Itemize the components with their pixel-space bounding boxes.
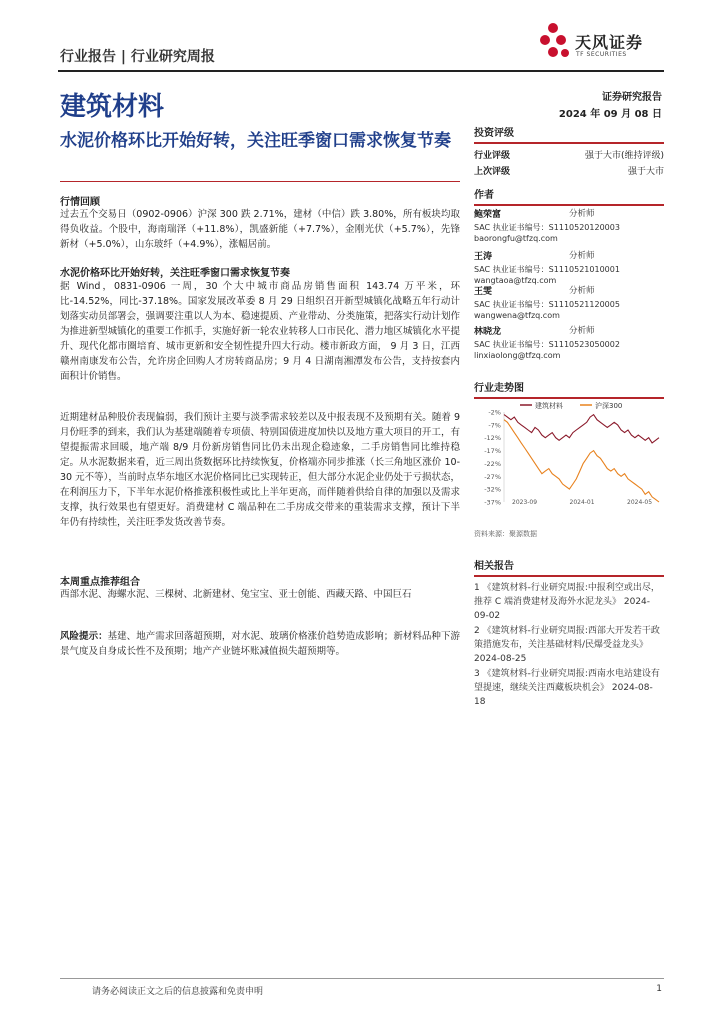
related-section-title: 相关报告	[474, 561, 514, 572]
y-tick-label: -27%	[484, 472, 501, 481]
rating-value: 强于大市(维持评级)	[584, 150, 664, 161]
authors-section-title: 作者	[474, 190, 494, 201]
rating-label: 上次评级	[474, 166, 511, 177]
report-type: 行业报告 | 行业研究周报	[60, 49, 215, 65]
picks-text: 西部水泥、海螺水泥、三棵树、北新建材、兔宝宝、亚士创能、西藏天路、中国巨石	[60, 589, 412, 600]
report-label: 证券研究报告	[602, 92, 662, 103]
chart-source: 资料来源：聚源数据	[474, 530, 537, 538]
author-name: 王涛	[474, 252, 493, 262]
related-report-item[interactable]: 3 《建筑材料-行业研究周报:西南水电站建设有望提速，继续关注西藏板块机会》 2024-08-18	[474, 668, 660, 707]
picks-title: 本周重点推荐组合	[60, 577, 140, 588]
authors-divider	[474, 204, 664, 206]
rating-section-title: 投资评级	[474, 128, 514, 139]
y-tick-label: -22%	[484, 459, 501, 468]
authors-section	[474, 186, 664, 206]
series-line	[504, 415, 659, 443]
trend-section-title: 行业走势图	[474, 383, 524, 394]
rating-row	[474, 148, 664, 161]
related-report-item[interactable]: 1 《建筑材料-行业研究周报:中报利空或出尽，推荐 C 端消费建材及海外水泥龙头》 2024-09-02	[474, 582, 660, 621]
author-role: 分析师	[569, 209, 595, 219]
risk-block	[60, 629, 460, 659]
footer-divider	[60, 978, 664, 979]
author-email[interactable]: linxiaolong@tfzq.com	[474, 351, 561, 360]
author-name: 鲍荣富	[474, 210, 502, 220]
author-email[interactable]: wangwena@tfzq.com	[474, 311, 560, 320]
author-name: 王雯	[474, 287, 493, 297]
author-role: 分析师	[569, 286, 595, 296]
topic-title: 水泥价格环比开始好转，关注旺季窗口需求恢复节奏	[60, 268, 290, 279]
topic-text-1: 据 Wind，0831-0906 一周，30 个大中城市商品房销售面积 143.74 万平米，环比-14.52%，同比-37.18%。国家发展改革委 8 月 29 日组织召开新型城镇化战略五年行动计划落实动员部署会，强调要注重以人为本、稳速提质、产业带动、分类施策，把落实行动计划作为推进新型城镇化的重要工作抓手，实施好新一轮农业转移人口市民化、潜力地区城镇化水平提升、现代化都市圈培育、城市更新和安全韧性提升四大行动。楼市新政方面， 9 月 3 日，江西赣州南康发布公告，允许房企回购人才房转商品房；9 月 4 日湖南湘潭发布公告，支持按套内面积计价销售。	[60, 281, 460, 382]
title-divider	[60, 181, 460, 182]
header-divider	[58, 70, 664, 72]
legend-label: 沪深300	[595, 402, 623, 410]
author-sac: SAC 执业证书编号：S1110521010001	[474, 265, 620, 274]
review-text: 过去五个交易日（0902-0906）沪深 300 跌 2.71%，建材（中信）跌 3.80%，所有板块均取得负收益。个股中，海南瑞泽（+11.8%），凯盛新能（+7.7%），金刚光伏（+5.7%），先锋新材（+5.0%），山东玻纤（+4.9%），涨幅居前。	[60, 209, 460, 250]
report-title: 水泥价格环比开始好转，关注旺季窗口需求恢复节奏	[60, 131, 451, 151]
related-section	[474, 557, 664, 709]
author-entry	[474, 324, 664, 360]
related-divider	[474, 575, 664, 577]
topic-text-2: 近期建材品种股价表现偏弱，我们预计主要与淡季需求较差以及中报表现不及预期有关。随着 9 月份旺季的到来，我们认为基建端随着专项债、特别国债进度加快以及地方重大项目的开工，有望提振需求回暖，地产端 8/9 月份新房销售同比仍未出现企稳迹象，二手房销售同比维持稳定。从水泥数据来看，近三周出货数据环比持续恢复，价格端亦同步推涨（长三角地区涨价 10-30 元不等），当前时点华东地区水泥价格同比已实现转正，但大部分水泥企业仍处于亏损状态，在利润压力下，下半年水泥价格推涨积极性或比上半年更高，而伴随着供给自律的加强以及需求支撑，执行效果也有望更好。消费建材 C 端品种在二手房成交带来的重装需求支撑，预计下半年仍有持续性，关注旺季发货改善节奏。	[60, 412, 460, 528]
risk-label: 风险提示：	[60, 631, 108, 642]
footer-disclaimer: 请务必阅读正文之后的信息披露和免责申明	[92, 987, 264, 997]
y-tick-label: -32%	[484, 485, 501, 494]
x-tick-label: 2024-01	[569, 499, 595, 506]
author-sac: SAC 执业证书编号：S1110520120003	[474, 223, 620, 232]
trend-chart	[474, 398, 664, 524]
author-role: 分析师	[569, 326, 595, 336]
y-tick-label: -2%	[488, 408, 501, 417]
author-entry	[474, 284, 664, 320]
author-entry	[474, 249, 664, 285]
rating-row	[474, 164, 664, 177]
review-title: 行情回顾	[60, 197, 100, 208]
rating-label: 行业评级	[474, 150, 511, 161]
y-tick-label: -12%	[484, 434, 501, 443]
related-report-item[interactable]: 2 《建筑材料-行业研究周报:西部大开发若干政策措施发布，关注基础材料/民爆受益龙头》 2024-08-25	[474, 625, 660, 664]
x-tick-label: 2024-05	[627, 499, 653, 506]
author-role: 分析师	[569, 251, 595, 261]
author-name: 林晓龙	[474, 327, 502, 337]
author-email[interactable]: wangtaoa@tfzq.com	[474, 276, 557, 285]
rating-value: 强于大市	[627, 166, 664, 177]
logo-sub: TF SECURITIES	[576, 51, 627, 58]
y-tick-label: -37%	[484, 498, 501, 507]
trend-section	[474, 379, 664, 399]
author-email[interactable]: baorongfu@tfzq.com	[474, 234, 558, 243]
report-date: 2024 年 09 月 08 日	[558, 109, 662, 120]
logo-mark-icon	[540, 23, 569, 57]
logo-name: 天风证券	[575, 33, 644, 52]
rating-section	[474, 124, 664, 177]
author-entry	[474, 207, 664, 243]
y-tick-label: -17%	[484, 447, 501, 456]
series-line	[504, 420, 659, 502]
x-tick-label: 2023-09	[512, 499, 538, 506]
page-number: 1	[656, 984, 662, 994]
industry-name: 建筑材料	[60, 92, 165, 122]
author-sac: SAC 执业证书编号：S1110521120005	[474, 300, 620, 309]
author-sac: SAC 执业证书编号：S1110523050002	[474, 340, 620, 349]
rating-divider	[474, 142, 664, 144]
legend-label: 建筑材料	[535, 402, 563, 410]
y-tick-label: -7%	[488, 421, 501, 430]
risk-text: 基建、地产需求回落超预期，对水泥、玻璃价格涨价趋势造成影响；新材料品种下游景气度及自身成长性不及预期；地产产业链坏账减值损失超预期等。	[60, 631, 460, 657]
